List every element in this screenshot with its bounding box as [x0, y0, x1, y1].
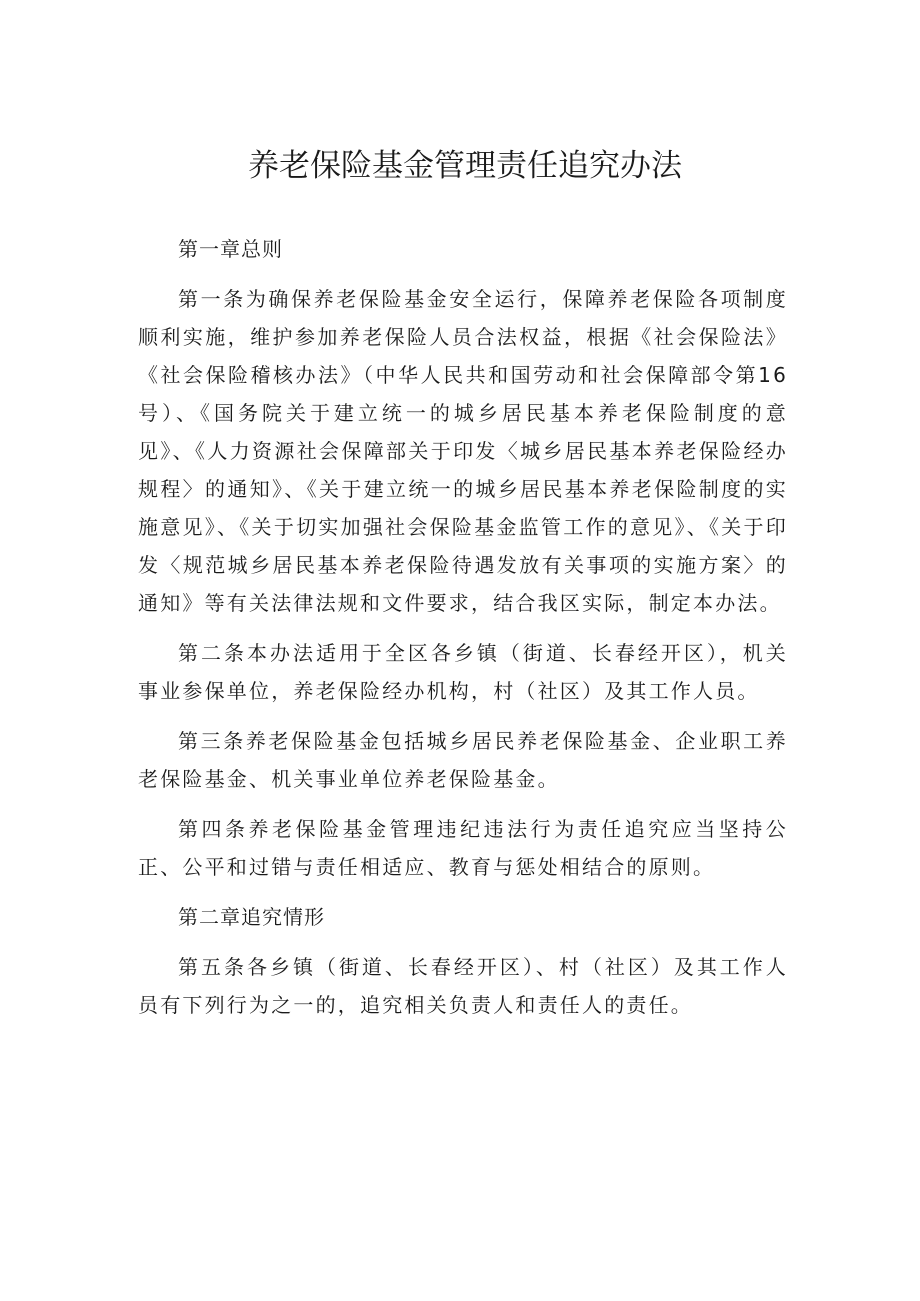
article-3: 第三条养老保险基金包括城乡居民养老保险基金、企业职工养老保险基金、机关事业单位养老保险基金。: [138, 729, 788, 791]
chapter-heading-1: 第一章总则: [178, 237, 283, 261]
article-4: 第四条养老保险基金管理违纪违法行为责任追究应当坚持公正、公平和过错与责任相适应、教育与惩处相结合的原则。: [138, 817, 788, 879]
chapter-heading-2: 第二章追究情形: [178, 905, 325, 929]
article-5: 第五条各乡镇（街道、长春经开区）、村（社区）及其工作人员有下列行为之一的，追究相关负责人和责任人的责任。: [138, 955, 788, 1017]
document-body: [138, 230, 788, 1024]
document-title: 养老保险基金管理责任追究办法: [248, 148, 682, 184]
article-2: 第二条本办法适用于全区各乡镇（街道、长春经开区），机关事业参保单位，养老保险经办机构，村（社区）及其工作人员。: [138, 641, 788, 703]
article-1: 第一条为确保养老保险基金安全运行，保障养老保险各项制度顺利实施，维护参加养老保险人员合法权益，根据《社会保险法》《社会保险稽核办法》（中华人民共和国劳动和社会保障部令第16号）、《国务院关于建立统一的城乡居民基本养老保险制度的意见》、《人力资源社会保障部关于印发〈城乡居民基本养老保险经办规程〉的通知》、《关于建立统一的城乡居民基本养老保险制度的实施意见》、《关于切实加强社会保险基金监管工作的意见》、《关于印发〈规范城乡居民基本养老保险待遇发放有关事项的实施方案〉的通知》等有关法律法规和文件要求，结合我区实际，制定本办法。: [138, 287, 788, 615]
